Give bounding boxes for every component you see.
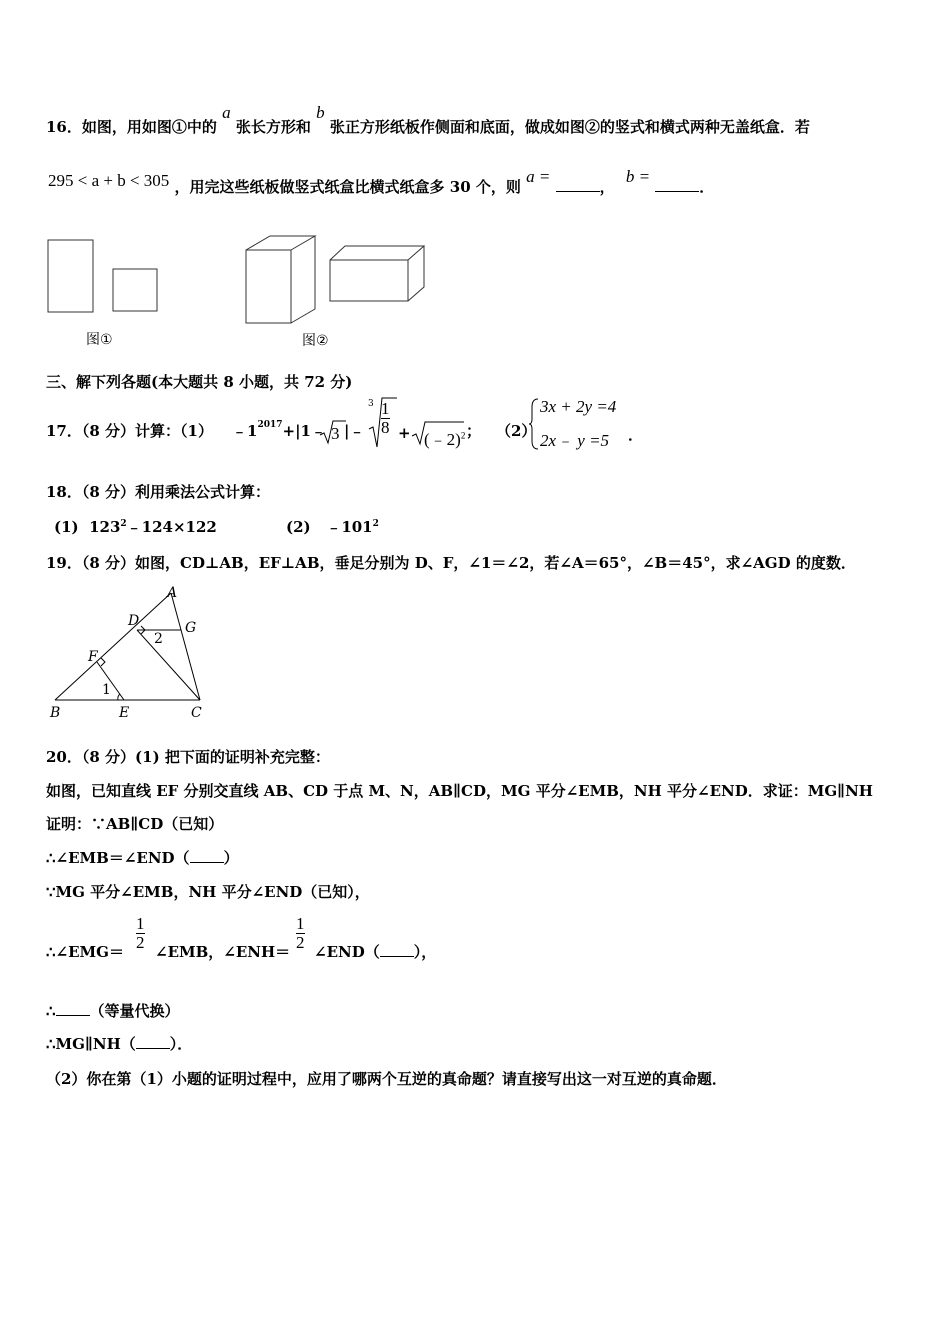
comma: ， bbox=[599, 178, 615, 196]
half-den-2: 2 bbox=[296, 933, 305, 952]
period: ． bbox=[699, 178, 715, 196]
q20-line5-text: ∠END（ bbox=[314, 943, 380, 961]
answer-a-label: a = bbox=[526, 167, 551, 186]
q20-proof-line6 bbox=[46, 1033, 192, 1054]
q20-proof-line3: ∵MG 平分∠EMB，NH 平分∠END（已知）， bbox=[46, 883, 370, 901]
reason-blank-2[interactable] bbox=[380, 944, 414, 957]
half-fraction-1 bbox=[136, 915, 145, 952]
angle-1-arc bbox=[118, 694, 120, 700]
horizontal-box bbox=[330, 246, 424, 301]
q20-line7-close: ）． bbox=[169, 1035, 193, 1053]
q16-text-4: ，用完这些纸板做竖式纸盒比横式纸盒多 30 个，则 bbox=[174, 178, 521, 196]
label-D: D bbox=[128, 613, 140, 629]
q20-line5-a: ∴∠EMG＝ bbox=[46, 943, 124, 961]
q18-p1-exp: 2 bbox=[120, 519, 127, 529]
equation-1: 3x + 2y =4 bbox=[540, 397, 617, 416]
answer-b-blank[interactable] bbox=[655, 179, 699, 192]
q20-line5-b: ∠EMB，∠ENH＝ bbox=[155, 943, 291, 961]
q20-line7-text: ∴MG∥NH（ bbox=[46, 1035, 136, 1053]
q18-title: 18．（8 分）利用乘法公式计算： bbox=[46, 483, 271, 501]
q20-proof-line1: 证明：∵AB∥CD（已知） bbox=[46, 815, 224, 833]
section-3-title: 三、解下列各题(本大题共 8 小题，共 72 分) bbox=[46, 373, 353, 391]
abs-open: +|1﹣ bbox=[282, 422, 326, 440]
fig2-label: 图② bbox=[302, 333, 329, 349]
semicolon: ； bbox=[466, 422, 482, 440]
q20-line6-therefore: ∴ bbox=[46, 1002, 56, 1020]
answer-a-blank[interactable] bbox=[556, 179, 600, 192]
q20-proof-line2 bbox=[46, 847, 239, 868]
label-angle-1: 1 bbox=[102, 682, 111, 698]
q20-proof-line4 bbox=[46, 941, 124, 962]
answer-b-label: b = bbox=[625, 167, 651, 186]
q20-line6-reason: （等量代换） bbox=[89, 1002, 180, 1020]
label-B: B bbox=[50, 705, 61, 721]
square-exp: 2 bbox=[460, 430, 466, 441]
q19-triangle-figure bbox=[40, 582, 220, 722]
statement-blank[interactable] bbox=[56, 1003, 90, 1016]
vertical-box bbox=[246, 236, 315, 323]
sqrt-neg2-sq bbox=[424, 425, 465, 450]
q17-period: ． bbox=[628, 426, 644, 444]
q20-proof-line5 bbox=[46, 1000, 180, 1021]
label-F: F bbox=[88, 649, 98, 665]
q17-expr bbox=[232, 420, 326, 441]
half-fraction-2 bbox=[296, 915, 305, 952]
q17-prefix: 17．（8 分）计算：（1） bbox=[46, 422, 213, 440]
reason-blank-3[interactable] bbox=[136, 1036, 170, 1049]
half-num-2: 1 bbox=[296, 914, 305, 933]
label-A: A bbox=[167, 585, 178, 601]
q18-p1-label: (1) bbox=[54, 518, 79, 536]
abs-close: |﹣ bbox=[344, 422, 365, 440]
neg-two: (﹣2) bbox=[424, 430, 461, 449]
half-num-1: 1 bbox=[136, 914, 145, 933]
brace bbox=[528, 397, 540, 451]
q20-title: 20．（8 分）(1) 把下面的证明补充完整： bbox=[46, 748, 330, 766]
cube-root-index: 3 bbox=[368, 399, 374, 409]
var-b: b bbox=[316, 103, 325, 122]
q16-text-3: 张正方形纸板作侧面和底面，做成如图②的竖式和横式两种无盖纸盒．若 bbox=[329, 118, 810, 136]
q20-line5-close: ）， bbox=[413, 943, 437, 961]
reason-blank-1[interactable] bbox=[190, 850, 224, 863]
q17-part2: （2） bbox=[496, 422, 537, 440]
q20-line3-close: ） bbox=[223, 849, 239, 867]
q18-part2 bbox=[286, 516, 379, 537]
q16-text-2: 张长方形和 bbox=[235, 118, 311, 136]
label-C: C bbox=[191, 705, 202, 721]
label-E: E bbox=[119, 705, 130, 721]
exponent-2017: 2017 bbox=[257, 420, 283, 430]
inequality: 295 < a + b < 305 bbox=[48, 171, 170, 190]
frac-num: 1 bbox=[381, 399, 390, 418]
fraction-1-8 bbox=[381, 400, 390, 437]
sqrt-3: 3 bbox=[331, 424, 340, 443]
frac-den: 8 bbox=[381, 418, 390, 437]
q20-line3-text: ∴∠EMB＝∠END（ bbox=[46, 849, 190, 867]
var-a: a bbox=[222, 103, 231, 122]
fig1-label: 图① bbox=[86, 332, 113, 348]
q18-p1-base: 123 bbox=[89, 518, 121, 536]
q20-part2: （2）你在第（1）小题的证明过程中，应用了哪两个互逆的真命题？请直接写出这一对互逆的真命题． bbox=[46, 1070, 727, 1088]
q18-part1 bbox=[54, 516, 217, 537]
plus: + bbox=[398, 424, 411, 442]
q19-text: 19．（8 分）如图，CD⊥AB，EF⊥AB，垂足分别为 D、F，∠1＝∠2，若∠A＝65°，∠B＝45°，求∠AGD 的度数． bbox=[46, 554, 856, 572]
minus-one: ﹣1 bbox=[232, 422, 258, 440]
q16-line2 bbox=[48, 167, 715, 197]
q18-p2-base: ﹣101 bbox=[326, 518, 373, 536]
equation-2: 2x﹣ y =5 bbox=[540, 431, 610, 450]
q16-text-1: 16．如图，用如图①中的 bbox=[46, 118, 217, 136]
square-board bbox=[113, 269, 157, 311]
q20-given: 如图，已知直线 EF 分别交直线 AB、CD 于点 M、N，AB∥CD，MG 平分∠EMB，NH 平分∠END．求证：MG∥NH bbox=[46, 782, 873, 800]
q18-p2-label: (2) bbox=[286, 518, 311, 536]
label-angle-2: 2 bbox=[154, 631, 163, 647]
rectangle-board bbox=[48, 240, 93, 312]
q18-p2-exp: 2 bbox=[372, 519, 379, 529]
q20-line5-c bbox=[314, 941, 436, 962]
label-G: G bbox=[185, 620, 197, 636]
q18-p1-rest: ﹣124×122 bbox=[126, 518, 217, 536]
q16-line1 bbox=[46, 103, 810, 137]
right-angle-f bbox=[101, 658, 105, 666]
half-den-1: 2 bbox=[136, 933, 145, 952]
